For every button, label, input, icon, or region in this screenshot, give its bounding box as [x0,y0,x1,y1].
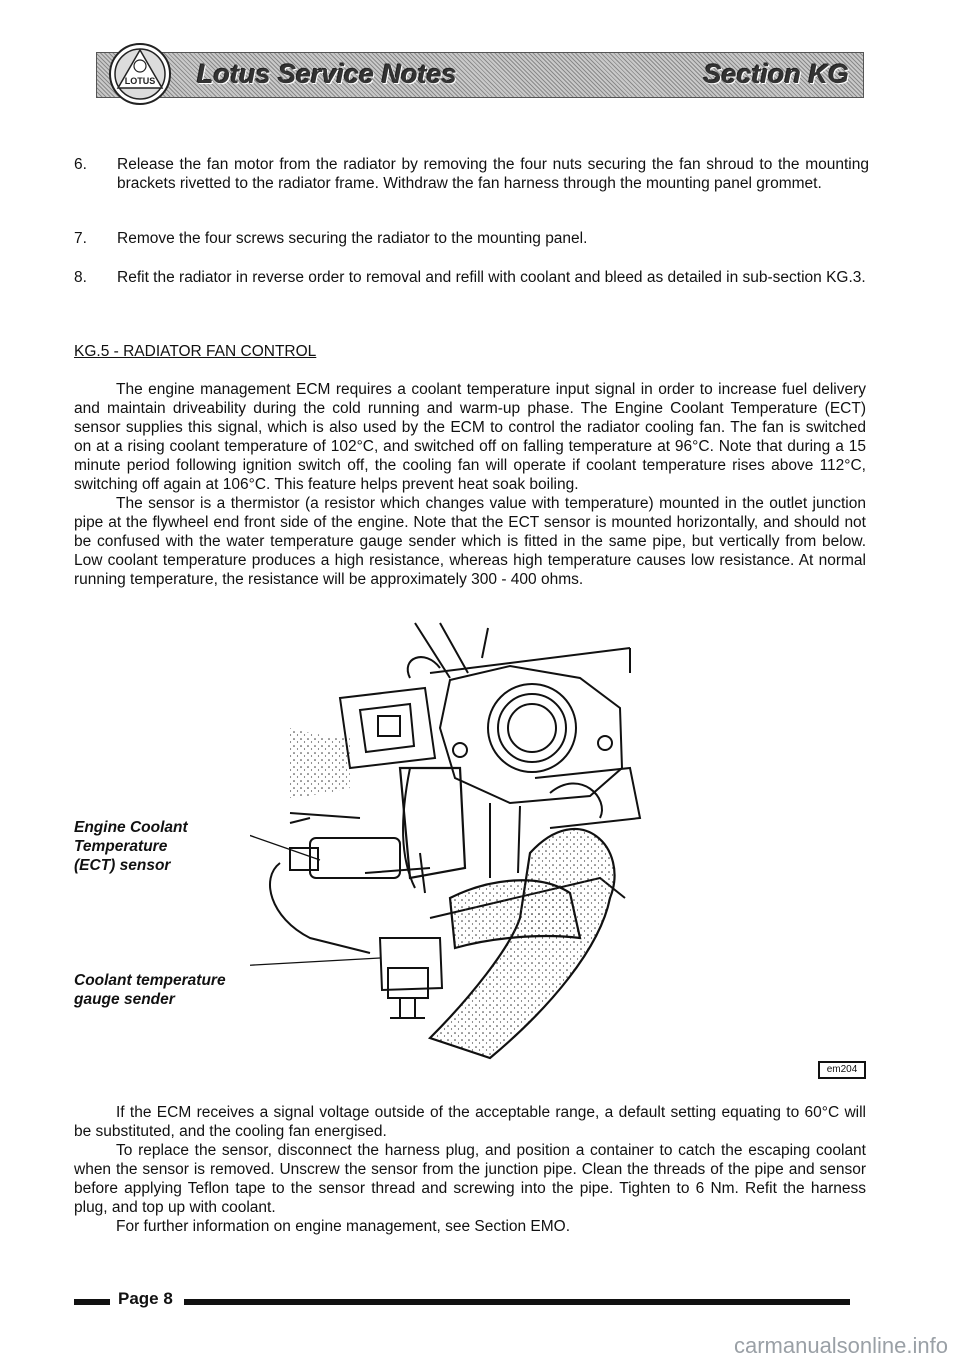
closing-text [74,1103,866,1236]
logo-text: LOTUS [124,76,156,86]
step-text: Release the fan motor from the radiator by removing the four nuts securing the fan shroud to the mounting brackets rivetted to the radiator frame. Withdraw the fan harness through the mounting panel grommet. [117,156,869,192]
footer-rule-right [184,1299,850,1305]
step-text: Remove the four screws securing the radiator to the mounting panel. [117,230,588,247]
header-section: Section KG [703,59,849,89]
callout-line: Engine Coolant [74,819,188,836]
step-number: 8. [74,269,87,286]
callout-line: (ECT) sensor [74,857,171,874]
callout-ect-sensor [74,818,188,875]
footer-rule-left [74,1299,110,1305]
header-banner [96,52,864,98]
callout-line: gauge sender [74,991,175,1008]
paragraph: The sensor is a thermistor (a resistor which changes value with temperature) mounted in the outlet junction pipe at the flywheel end front side of the engine. Note that the ECT sensor is mounted horizontally, and should not be confused with the water temperature gauge sender which is fitted in the same pipe, but vertically from below. Low coolant temperature produces a high resistance, whereas high temperature causes low resistance. At normal running temperature, the resistance will be approximately 300 - 400 ohms. [74,495,866,588]
step-number: 7. [74,230,87,247]
paragraph: To replace the sensor, disconnect the harness plug, and position a container to catch the escaping coolant when the sensor is removed. Unscrew the sensor from the junction pipe. Clean the threads of the pipe and sensor before applying Teflon tape to the sensor thread and screwing into the pipe. Tighten to 6 Nm. Refit the harness plug, and top up with coolant. [74,1142,866,1216]
page-number: Page 8 [118,1289,173,1308]
watermark: carmanualsonline.info [733,1333,948,1358]
figure-reference: em204 [818,1061,866,1079]
step-number: 6. [74,156,87,173]
callout-gauge-sender [74,971,226,1009]
intro-text [74,380,866,589]
callout-line: Coolant temperature [74,972,226,989]
ect-sensor-diagram [250,618,670,1068]
header-title: Lotus Service Notes [197,59,457,89]
paragraph: For further information on engine management, see Section EMO. [116,1218,571,1235]
paragraph: If the ECM receives a signal voltage outside of the acceptable range, a default setting equating to 60°C will be substituted, and the cooling fan energised. [74,1104,866,1140]
paragraph: The engine management ECM requires a coolant temperature input signal in order to increase fuel delivery and maintain driveability during the cold running and warm-up phase. The Engine Coolant Temperature (ECT) sensor supplies this signal, which is also used by the ECM to control the radiator cooling fan. The fan is switched on at a rising coolant temperature of 102°C, and switched off on falling temperature at 96°C. Note that during a 15 minute period following ignition switch off, the cooling fan will operate if coolant temperature rises above 112°C, switching off again at 106°C. This feature helps prevent heat soak boiling. [74,381,866,493]
step-text: Refit the radiator in reverse order to removal and refill with coolant and bleed as detailed in sub-section KG.3. [117,269,866,286]
lotus-logo-icon [108,42,172,106]
section-heading: KG.5 - RADIATOR FAN CONTROL [74,343,317,360]
callout-line: Temperature [74,838,168,855]
